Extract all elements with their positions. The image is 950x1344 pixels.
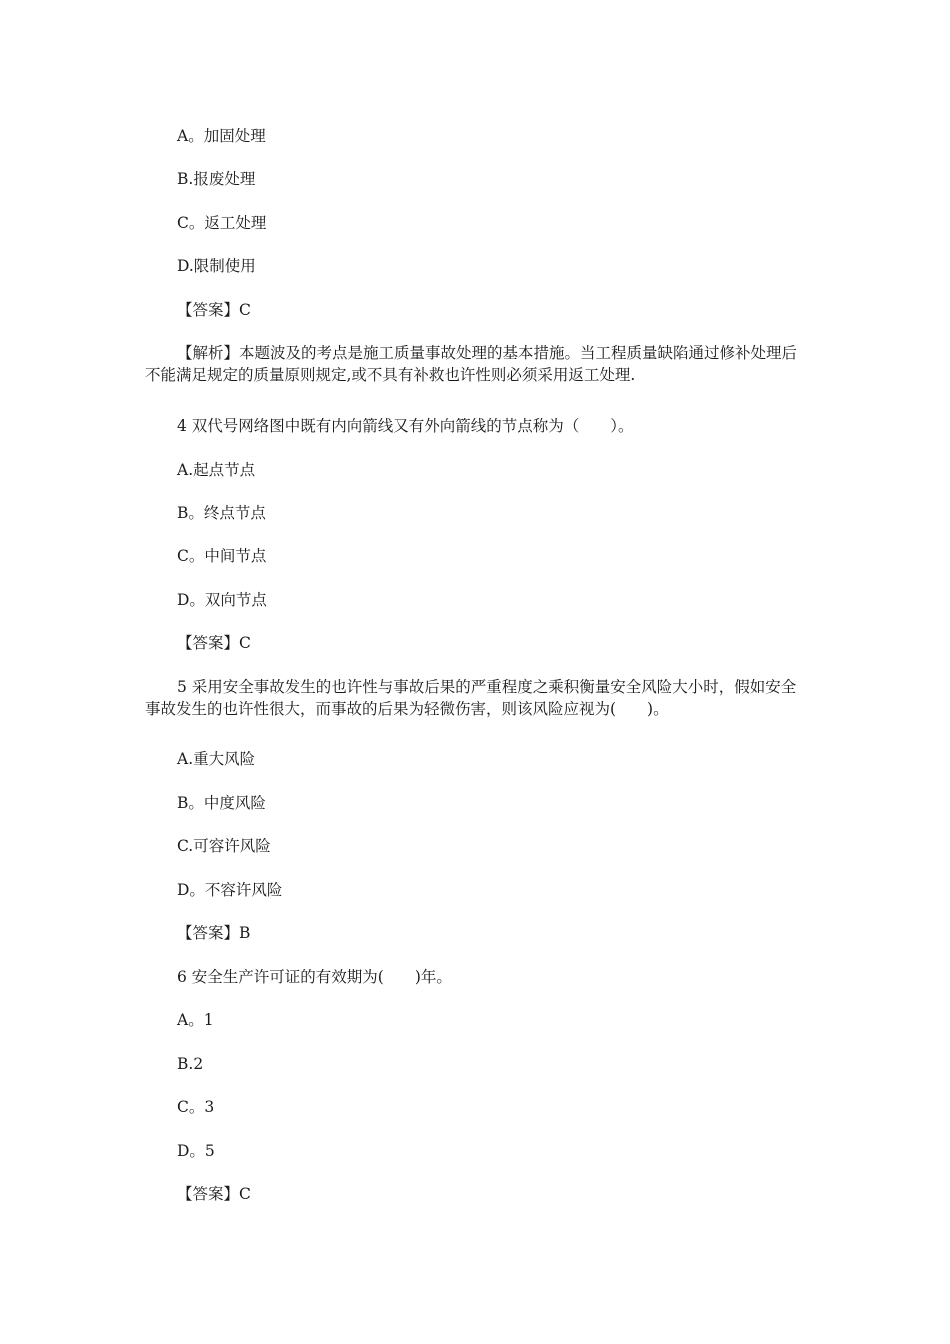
q4-option-a: A.起点节点: [177, 461, 256, 479]
q3-option-b: B.报废处理: [177, 170, 256, 188]
q5-option-c: C.可容许风险: [177, 837, 271, 855]
q6-option-b: B.2: [177, 1055, 204, 1073]
q5-question: 5 采用安全事故发生的也许性与事故后果的严重程度之乘积衡量安全风险大小时，假如安全事故发生的也许性很大，而事故的后果为轻微伤害，则该风险应视为( )。: [145, 678, 797, 718]
q3-answer: 【答案】C: [177, 301, 251, 319]
q6-option-a: A。1: [177, 1011, 214, 1029]
q6-option-d: D。5: [177, 1142, 215, 1160]
q4-option-c: C。中间节点: [177, 547, 267, 565]
q6-option-c: C。3: [177, 1098, 215, 1116]
q5-option-d: D。不容许风险: [177, 881, 283, 899]
q3-explanation: 【解析】本题波及的考点是施工质量事故处理的基本措施。当工程质量缺陷通过修补处理后不能满足规定的质量原则规定,或不具有补救也许性则必须采用返工处理.: [145, 344, 798, 384]
q4-option-b: B。终点节点: [177, 504, 266, 522]
q3-option-c: C。返工处理: [177, 214, 267, 232]
q5-option-b: B。中度风险: [177, 794, 266, 812]
q4-option-d: D。双向节点: [177, 591, 267, 609]
q4-question: 4 双代号网络图中既有内向箭线又有外向箭线的节点称为（ ）。: [177, 417, 634, 435]
q5-answer: 【答案】B: [177, 924, 251, 942]
q3-option-d: D.限制使用: [177, 257, 256, 275]
q3-option-a: A。加固处理: [177, 127, 266, 145]
q5-option-a: A.重大风险: [177, 750, 256, 768]
q6-question: 6 安全生产许可证的有效期为( )年。: [177, 968, 452, 986]
q4-answer: 【答案】C: [177, 634, 251, 652]
q6-answer: 【答案】C: [177, 1185, 251, 1203]
